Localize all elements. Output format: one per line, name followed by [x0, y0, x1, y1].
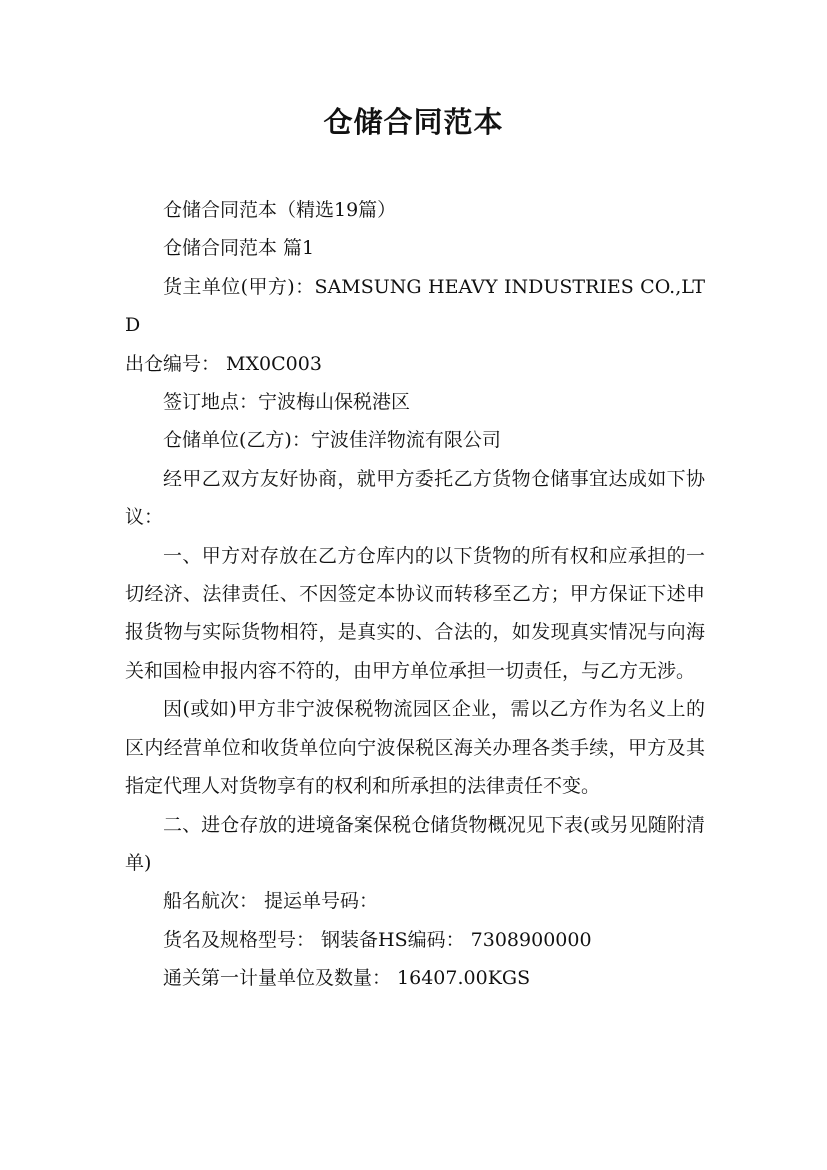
paragraph-goods-spec: 货名及规格型号： 钢装备HS编码： 7308900000 — [163, 928, 592, 951]
paragraph-party-b: 仓储单位(乙方)：宁波佳洋物流有限公司 — [163, 429, 501, 452]
paragraph-clause-one-note: 因(或如)甲方非宁波保税物流园区企业，需以乙方作为名义上的区内经营单位和收货单位向宁波保税区海关办理各类手续，甲方及其指定代理人对货物享有的权利和所承担的法律责任不变。 — [125, 698, 705, 798]
paragraph-clause-one: 一、甲方对存放在乙方仓库内的以下货物的所有权和应承担的一切经济、法律责任、不因签定本协议而转移至乙方；甲方保证下述申报货物与实际货物相符，是真实的、合法的，如发现真实情况与向海关和国检申报内容不符的，由甲方单位承担一切责任，与乙方无涉。 — [125, 544, 705, 682]
paragraph-agreement-intro: 经甲乙双方友好协商，就甲方委托乙方货物仓储事宜达成如下协议： — [125, 467, 705, 529]
paragraph-clause-two: 二、进仓存放的进境备案保税仓储货物概况见下表(或另见随附清单) — [125, 813, 705, 874]
paragraph-outbound-number: 出仓编号： MX0C003 — [125, 352, 322, 375]
document-title: 仓储合同范本 — [323, 105, 504, 139]
paragraph-subtitle: 仓储合同范本（精选19篇） — [163, 199, 397, 221]
document-body — [125, 191, 705, 998]
paragraph-chapter-heading: 仓储合同范本 篇1 — [163, 237, 315, 260]
paragraph-signing-location: 签订地点：宁波梅山保税港区 — [163, 391, 411, 414]
paragraph-party-a: 货主单位(甲方)：SAMSUNG HEAVY INDUSTRIES CO.,LTD — [125, 275, 705, 337]
paragraph-vessel-voyage: 船名航次： 提运单号码： — [163, 890, 379, 913]
paragraph-quantity: 通关第一计量单位及数量： 16407.00KGS — [163, 967, 531, 990]
